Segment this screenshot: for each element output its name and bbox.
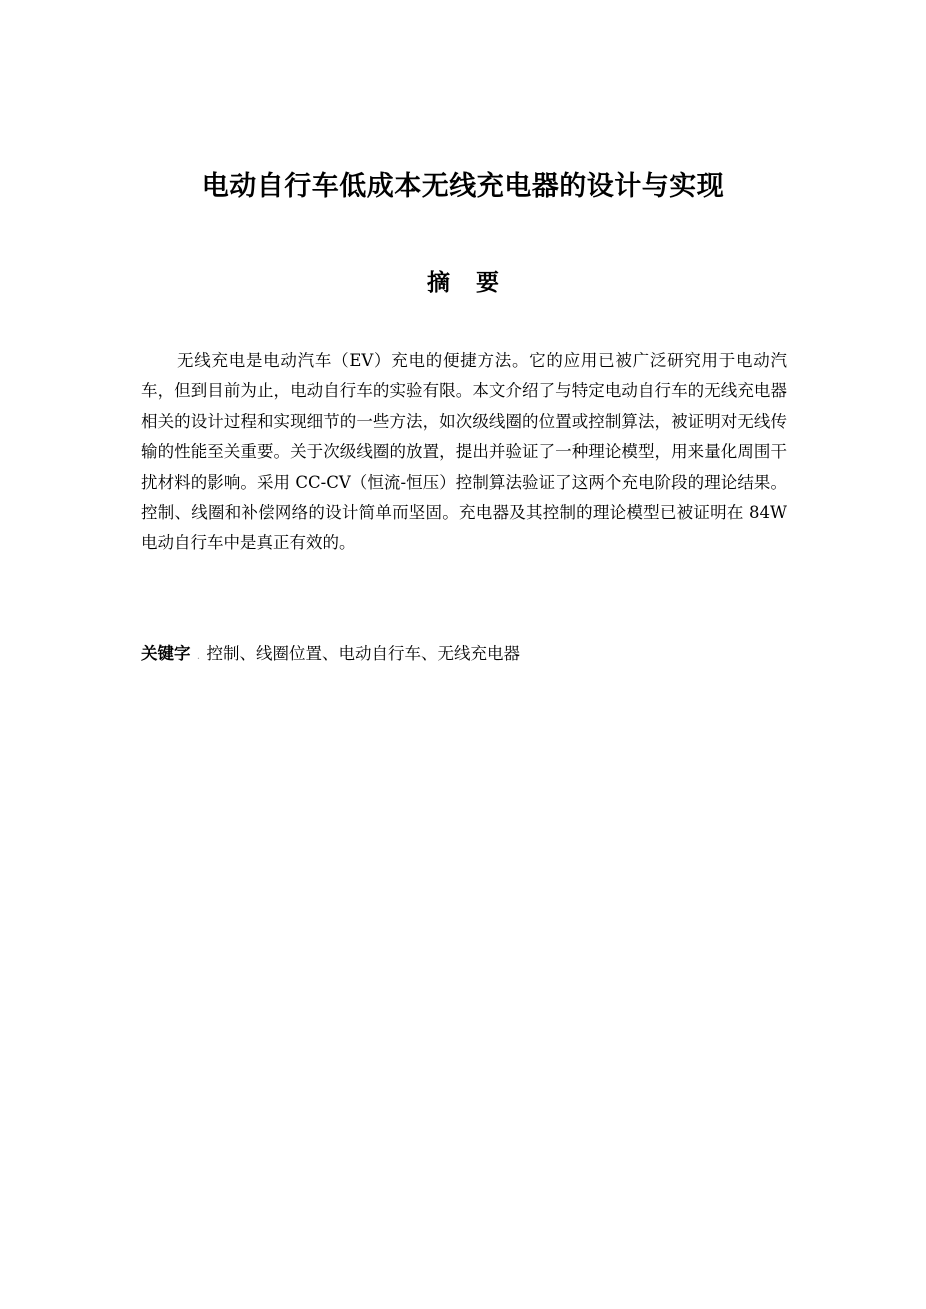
keywords-line — [141, 640, 787, 671]
document-title: 电动自行车低成本无线充电器的设计与实现 — [201, 171, 725, 202]
abstract-heading-char-2: 要 — [476, 270, 499, 296]
abstract-paragraph: 无线充电是电动汽车（EV）充电的便捷方法。它的应用已被广泛研究用于电动汽车，但到目前为止，电动自行车的实验有限。本文介绍了与特定电动自行车的无线充电器相关的设计过程和实现细节的一些方法，如次级线圈的位置或控制算法，被证明对无线传输的性能至关重要。关于次级线圈的放置，提出并验证了一种理论模型，用来量化周围干扰材料的影响。采用 CC-CV（恒流-恒压）控制算法验证了这两个充电阶段的理论结果。控制、线圈和补偿网络的设计简单而坚固。充电器及其控制的理论模型已被证明在 84W 电动自行车中是真正有效的。 — [141, 351, 787, 553]
abstract-heading-char-1: 摘 — [427, 270, 450, 296]
keywords-separator: . — [196, 651, 201, 662]
keywords-value: 控制、线圈位置、电动自行车、无线充电器 — [206, 644, 520, 663]
abstract-heading — [0, 266, 926, 300]
keywords-label: 关键字 — [141, 644, 191, 663]
